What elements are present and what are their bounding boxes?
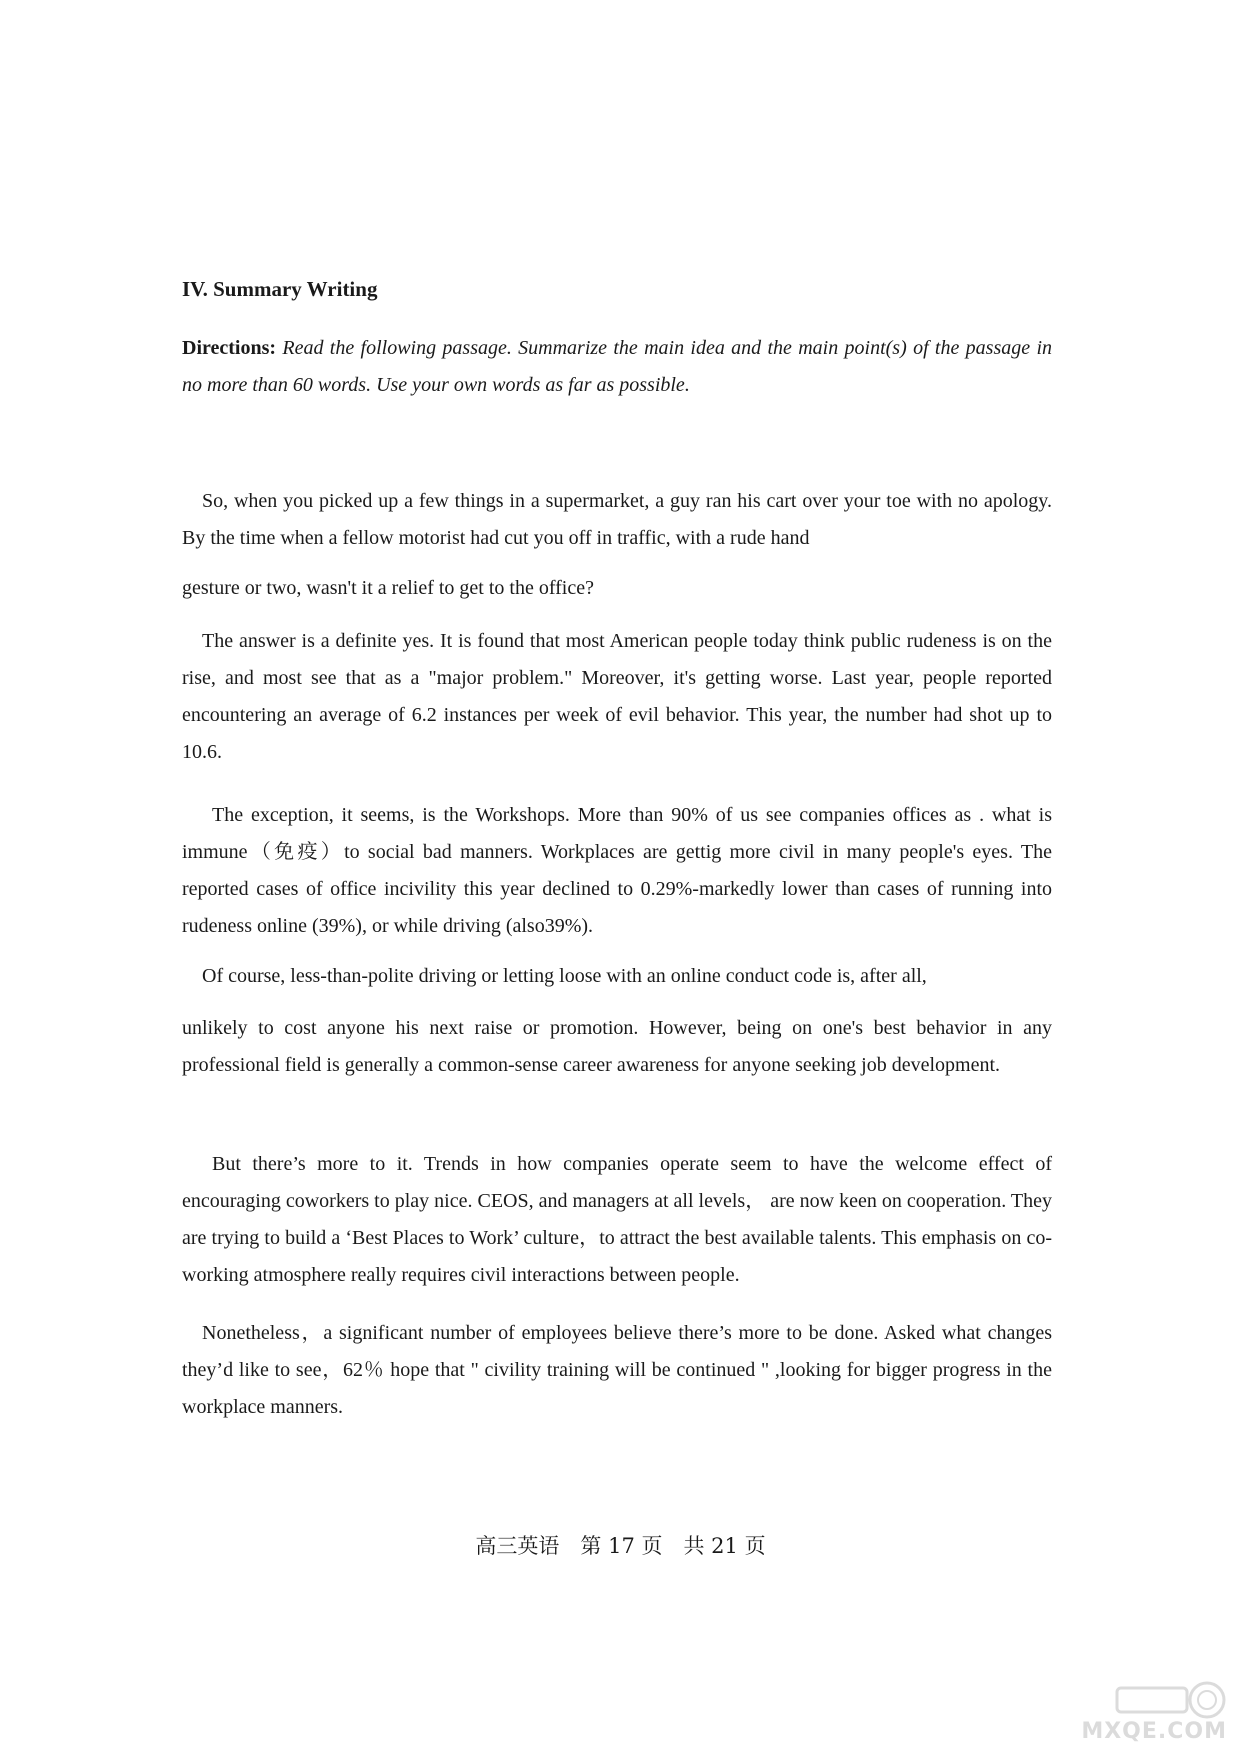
- passage-paragraph-2: The answer is a definite yes. It is found that most American people today think public rudeness is on the rise, and most see that as a "major problem." Moreover, it's getting worse. Last year, people reported encountering an average of 6.2 instances per week of evil behavior. This year, the number had shot up to 10.6.: [182, 630, 1052, 763]
- passage-paragraph-1a: So, when you picked up a few things in a supermarket, a guy ran his cart over your toe with no apology. By the time when a fellow motorist had cut you off in traffic, with a rude hand: [182, 490, 1052, 549]
- passage-paragraph-4b: unlikely to cost anyone his next raise or promotion. However, being on one's best behavior in any professional field is generally a common-sense career awareness for anyone seeking job development.: [182, 1017, 1052, 1076]
- passage-paragraph-6: Nonetheless，a significant number of employees believe there’s more to be done. Asked what changes they’d like to see，62％ hope that " civility training will be continued " ,looking for bigger progress in the workplace manners.: [182, 1322, 1052, 1418]
- passage-paragraph-4a: Of course, less-than-polite driving or letting loose with an online conduct code is, after all,: [202, 965, 927, 987]
- directions-text: Read the following passage. Summarize the main idea and the main point(s) of the passage in no more than 60 words. Use your own words as far as possible.: [182, 337, 1052, 396]
- watermark-logo: [1047, 1680, 1227, 1744]
- directions: [182, 330, 1052, 404]
- page-footer: 高三英语 第 17 页 共 21 页: [475, 1534, 766, 1558]
- directions-label: Directions:: [182, 337, 277, 359]
- section-title: IV. Summary Writing: [182, 277, 378, 301]
- passage-paragraph-5: But there’s more to it. Trends in how companies operate seem to have the welcome effect of encouraging coworkers to play nice. CEOS, and managers at all levels， are now keen on cooperation. They are trying to build a ‘Best Places to Work’ culture，to attract the best available talents. This emphasis on co-working atmosphere really requires civil interactions between people.: [182, 1153, 1052, 1286]
- passage-paragraph-3: The exception, it seems, is the Workshops. More than 90% of us see companies offices as . what is immune（免疫）to social bad manners. Workplaces are gettig more civil in many people's eyes. The reported cases of office incivility this year declined to 0.29%-markedly lower than cases of running into rudeness online (39%), or while driving (also39%).: [182, 804, 1052, 937]
- watermark-text: MXQE.COM: [1081, 1719, 1227, 1744]
- watermark-seal-icon: [1107, 1680, 1227, 1720]
- passage-paragraph-1b: gesture or two, wasn't it a relief to get to the office?: [182, 577, 594, 599]
